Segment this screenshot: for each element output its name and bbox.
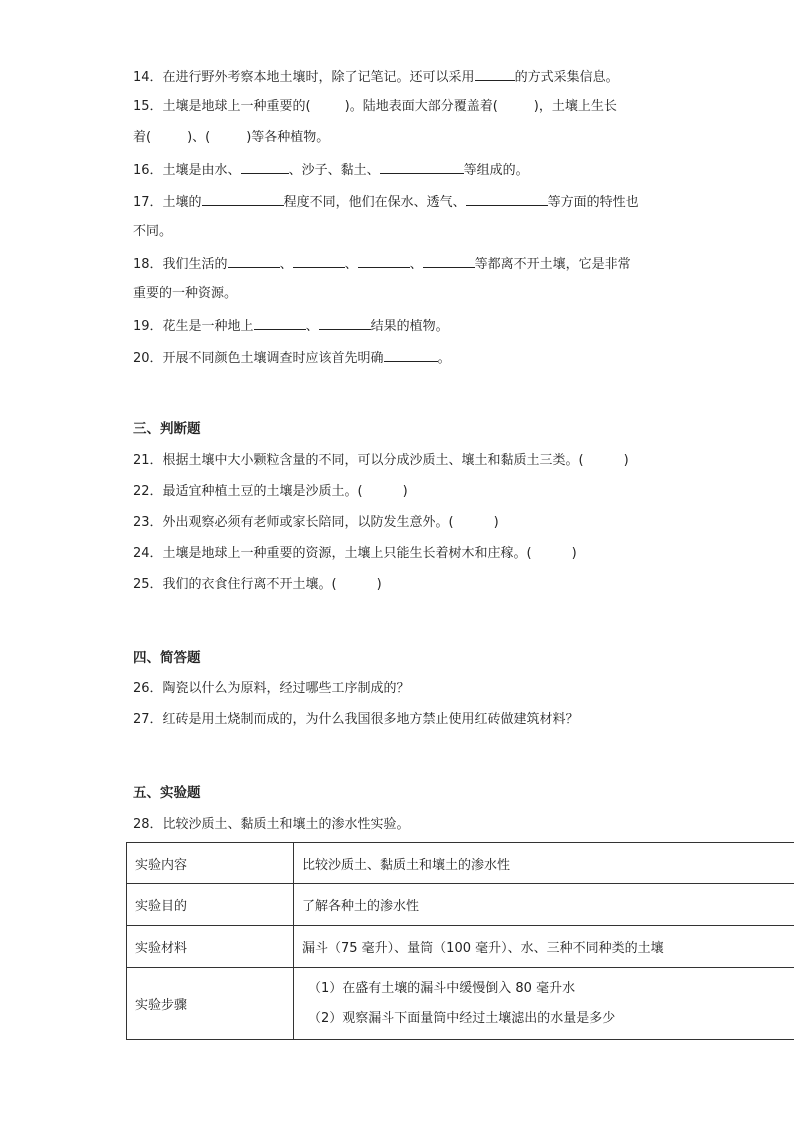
question-18 xyxy=(133,253,631,275)
paren-close: ) xyxy=(571,546,577,561)
paren-close: ) xyxy=(376,577,382,592)
table-cell-key: 实验步骤 xyxy=(127,968,294,1040)
table-cell-value: 漏斗（75 毫升）、量筒（100 毫升）、水、三种不同种类的土壤 xyxy=(294,926,794,968)
paren-close: ) xyxy=(623,453,629,468)
answer-blank[interactable] xyxy=(423,253,475,268)
question-26 xyxy=(133,679,410,699)
table-cell-key: 实验内容 xyxy=(127,843,294,884)
paren-close: ) xyxy=(493,515,499,530)
question-19 xyxy=(133,315,449,337)
question-text: 、沙子、黏土、 xyxy=(288,163,380,178)
question-15-cont xyxy=(133,128,329,148)
question-24 xyxy=(133,544,577,564)
table-cell-value: 比较沙质土、黏质土和壤土的渗水性 xyxy=(294,843,794,884)
question-17-cont xyxy=(133,222,172,242)
question-number: 22． xyxy=(133,484,163,499)
question-number: 15． xyxy=(133,99,163,114)
section-heading-short-answer: 四、简答题 xyxy=(133,650,201,666)
answer-blank[interactable] xyxy=(202,191,284,206)
table-row xyxy=(127,884,794,926)
answer-blank[interactable] xyxy=(254,315,306,330)
table-row xyxy=(127,843,794,884)
question-text: 土壤是地球上一种重要的( xyxy=(162,99,311,114)
question-text: )等各种植物。 xyxy=(246,130,330,145)
question-text: 红砖是用土烧制而成的，为什么我国很多地方禁止使用红砖做建筑材料？ xyxy=(162,712,579,727)
answer-blank[interactable] xyxy=(241,159,289,174)
question-text: 程度不同，他们在保水、透气、 xyxy=(283,195,466,210)
question-text: 陶瓷以什么为原料，经过哪些工序制成的？ xyxy=(162,681,410,696)
answer-blank[interactable] xyxy=(228,253,280,268)
question-number: 20． xyxy=(133,351,163,366)
question-text: 在进行野外考察本地土壤时，除了记笔记。还可以采用 xyxy=(162,70,475,85)
answer-blank[interactable] xyxy=(475,66,515,81)
question-text: 我们的衣食住行离不开土壤。( xyxy=(162,577,337,592)
question-text: 。 xyxy=(437,351,451,366)
question-text: 土壤的 xyxy=(162,195,202,210)
section-heading-experiment: 五、实验题 xyxy=(133,785,201,801)
question-23 xyxy=(133,513,499,533)
section-heading-judge: 三、判断题 xyxy=(133,421,201,437)
question-text: )，土壤上生长 xyxy=(533,99,617,114)
question-text: 不同。 xyxy=(133,224,173,239)
question-text: 根据土壤中大小颗粒含量的不同，可以分成沙质土、壤土和黏质土三类。( xyxy=(162,453,584,468)
experiment-step: （2）观察漏斗下面量筒中经过土壤滤出的水量是多少 xyxy=(308,1010,616,1026)
question-number: 28． xyxy=(133,817,163,832)
table-row xyxy=(127,926,794,968)
question-21 xyxy=(133,451,629,471)
question-text: 、 xyxy=(344,257,358,272)
question-text: 外出观察必须有老师或家长陪同，以防发生意外。( xyxy=(162,515,454,530)
answer-blank[interactable] xyxy=(293,253,345,268)
question-text: 、 xyxy=(305,319,319,334)
question-number: 24． xyxy=(133,546,163,561)
question-16 xyxy=(133,159,529,181)
answer-blank[interactable] xyxy=(358,253,410,268)
question-text: 的方式采集信息。 xyxy=(514,70,619,85)
question-text: 开展不同颜色土壤调查时应该首先明确 xyxy=(162,351,384,366)
question-text: 土壤是由水、 xyxy=(162,163,241,178)
question-number: 14． xyxy=(133,70,163,85)
table-cell-key: 实验目的 xyxy=(127,884,294,926)
question-number: 25． xyxy=(133,577,163,592)
question-text: 最适宜种植土豆的土壤是沙质土。( xyxy=(162,484,363,499)
question-number: 18． xyxy=(133,257,163,272)
question-text: 、 xyxy=(279,257,293,272)
question-28 xyxy=(133,815,410,835)
question-text: 花生是一种地上 xyxy=(162,319,254,334)
question-number: 27． xyxy=(133,712,163,727)
answer-blank[interactable] xyxy=(319,315,371,330)
question-25 xyxy=(133,575,382,595)
question-text: 比较沙质土、黏质土和壤土的渗水性实验。 xyxy=(162,817,410,832)
question-text: 等组成的。 xyxy=(463,163,529,178)
question-22 xyxy=(133,482,408,502)
question-text: )、( xyxy=(187,130,211,145)
table-cell-steps xyxy=(294,968,794,1040)
answer-blank[interactable] xyxy=(384,347,438,362)
question-27 xyxy=(133,710,579,730)
question-15 xyxy=(133,97,617,117)
paren-close: ) xyxy=(402,484,408,499)
answer-blank[interactable] xyxy=(466,191,548,206)
question-number: 21． xyxy=(133,453,163,468)
question-number: 17． xyxy=(133,195,163,210)
question-text: 重要的一种资源。 xyxy=(133,286,238,301)
question-17 xyxy=(133,191,639,213)
question-14 xyxy=(133,66,619,88)
question-20 xyxy=(133,347,451,369)
question-number: 19． xyxy=(133,319,163,334)
experiment-table xyxy=(126,842,794,1040)
table-cell-key: 实验材料 xyxy=(127,926,294,968)
question-text: 我们生活的 xyxy=(162,257,228,272)
question-text: 等都离不开土壤，它是非常 xyxy=(474,257,631,272)
question-number: 23． xyxy=(133,515,163,530)
question-text: 土壤是地球上一种重要的资源，土壤上只能生长着树木和庄稼。( xyxy=(162,546,532,561)
question-number: 26． xyxy=(133,681,163,696)
answer-blank[interactable] xyxy=(380,159,464,174)
question-text: 结果的植物。 xyxy=(370,319,449,334)
table-row xyxy=(127,968,794,1040)
table-cell-value: 了解各种土的渗水性 xyxy=(294,884,794,926)
question-18-cont xyxy=(133,284,237,304)
question-text: )。陆地表面大部分覆盖着( xyxy=(344,99,498,114)
question-text: 、 xyxy=(409,257,423,272)
question-number: 16． xyxy=(133,163,163,178)
question-text: 等方面的特性也 xyxy=(547,195,639,210)
experiment-step: （1）在盛有土壤的漏斗中缓慢倒入 80 毫升水 xyxy=(308,980,576,996)
question-text: 着( xyxy=(133,130,152,145)
